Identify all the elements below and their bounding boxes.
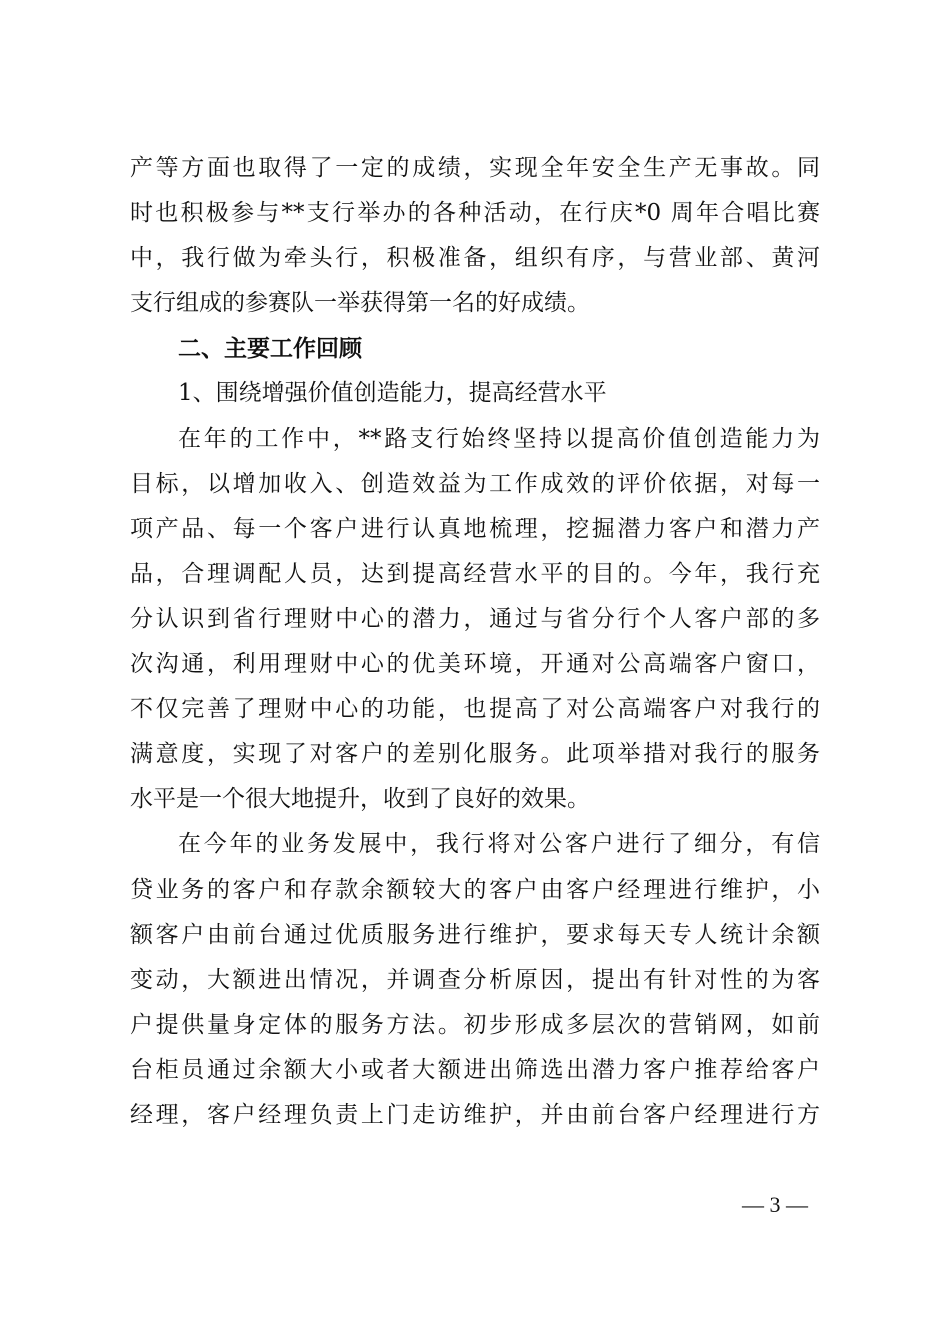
- subsection-heading: 1、围绕增强价值创造能力，提高经营水平: [178, 380, 607, 407]
- paragraph-line: 满意度，实现了对客户的差别化服务。此项举措对我行的服务: [130, 741, 820, 768]
- paragraph-line: 额客户由前台通过优质服务进行维护，要求每天专人统计余额: [130, 921, 820, 948]
- paragraph-line: 目标，以增加收入、创造效益为工作成效的评价依据，对每一: [130, 470, 820, 497]
- paragraph-line: 经理，客户经理负责上门走访维护，并由前台客户经理进行方: [130, 1101, 820, 1128]
- paragraph-line: 在年的工作中，**路支行始终坚持以提高价值创造能力为: [178, 425, 820, 452]
- paragraph-line: 在今年的业务发展中，我行将对公客户进行了细分，有信: [178, 831, 820, 858]
- paragraph-line: 时也积极参与**支行举办的各种活动，在行庆*0 周年合唱比赛: [130, 200, 820, 227]
- body-text: [130, 146, 820, 1138]
- paragraph-line: 台柜员通过余额大小或者大额进出筛选出潜力客户推荐给客户: [130, 1056, 820, 1083]
- paragraph-line: 贷业务的客户和存款余额较大的客户由客户经理进行维护，小: [130, 876, 820, 903]
- paragraph-line: 水平是一个很大地提升，收到了良好的效果。: [130, 786, 590, 813]
- paragraph-line: 分认识到省行理财中心的潜力，通过与省分行个人客户部的多: [130, 605, 820, 632]
- paragraph-line: 支行组成的参赛队一举获得第一名的好成绩。: [130, 290, 590, 317]
- paragraph-line: 户提供量身定体的服务方法。初步形成多层次的营销网，如前: [130, 1011, 820, 1038]
- paragraph-line: 不仅完善了理财中心的功能，也提高了对公高端客户对我行的: [130, 696, 820, 723]
- section-heading: 二、主要工作回顾: [178, 335, 362, 363]
- paragraph-line: 次沟通，利用理财中心的优美环境，开通对公高端客户窗口，: [130, 651, 820, 678]
- paragraph-line: 产等方面也取得了一定的成绩，实现全年安全生产无事故。同: [130, 155, 820, 181]
- paragraph-line: 变动，大额进出情况，并调查分析原因，提出有针对性的为客: [130, 966, 820, 993]
- paragraph-line: 品，合理调配人员，达到提高经营水平的目的。今年，我行充: [130, 560, 820, 587]
- paragraph-line: 中，我行做为牵头行，积极准备，组织有序，与营业部、黄河: [130, 245, 820, 272]
- page-number: — 3 —: [742, 1192, 808, 1217]
- paragraph-line: 项产品、每一个客户进行认真地梳理，挖掘潜力客户和潜力产: [130, 515, 820, 542]
